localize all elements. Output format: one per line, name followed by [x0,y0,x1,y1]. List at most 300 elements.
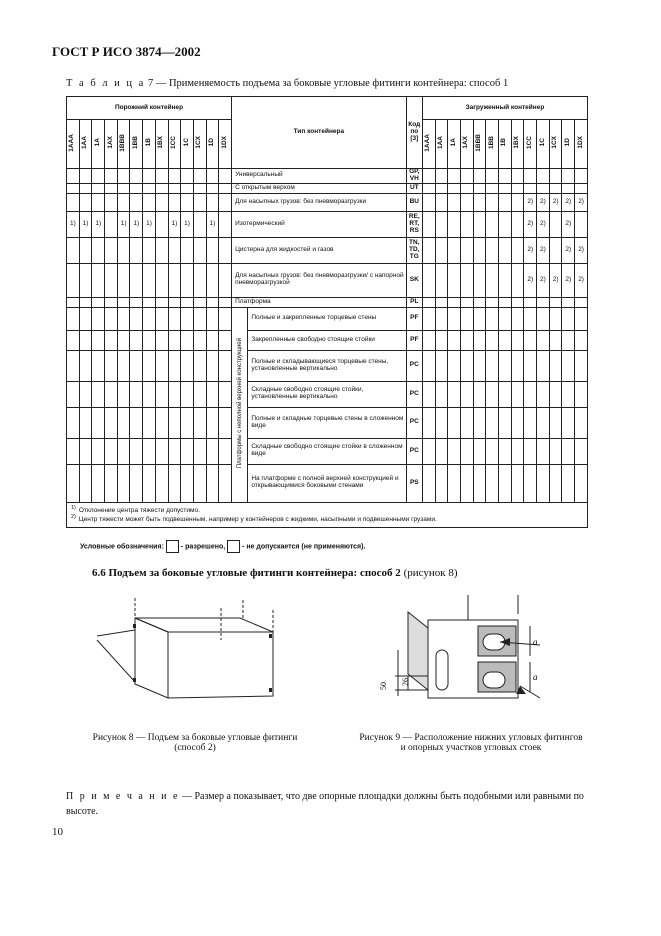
legend [80,540,365,553]
loaded-cell [460,193,473,211]
loaded-cell: 2) [562,263,575,297]
empty-cell [168,263,181,297]
empty-cell [143,350,156,381]
empty-cell [117,381,130,407]
empty-cell [219,263,232,297]
empty-cell [92,297,105,307]
empty-cell [79,464,92,502]
section-ref: (рисунок 8) [403,567,458,579]
empty-col-header: 1A [92,120,105,169]
empty-cell [79,297,92,307]
row-desc: Закрепленные свободно стоящие стойки [248,330,406,350]
loaded-cell [435,350,448,381]
empty-col-header: 1B [143,120,156,169]
empty-cell [181,307,194,330]
loaded-cell [460,183,473,193]
fig9-dim-a-bottom: a [533,672,538,682]
figure-9-drawing [380,590,580,720]
loaded-col-header: 1CC [524,120,537,169]
empty-cell [181,464,194,502]
loaded-cell [460,307,473,330]
loaded-cell [549,211,562,237]
loaded-cell [499,407,512,438]
loaded-cell [499,307,512,330]
empty-col-header: 1BX [155,120,168,169]
loaded-cell [499,464,512,502]
table-row [67,407,588,438]
loaded-cell [473,183,486,193]
row-desc: С открытым верхом [232,183,407,193]
empty-cell [143,438,156,464]
empty-cell [92,438,105,464]
loaded-cell [562,350,575,381]
loaded-cell [537,330,550,350]
loaded-cell [524,464,537,502]
empty-cell [79,183,92,193]
loaded-cell [422,211,435,237]
loaded-cell [549,407,562,438]
loaded-cell [537,297,550,307]
empty-cell [79,330,92,350]
empty-cell [143,297,156,307]
empty-cell [67,193,80,211]
empty-cell [193,438,206,464]
fig9-dim-26: 26 [401,678,410,686]
loaded-cell [575,464,588,502]
table-caption [66,78,508,89]
loaded-cell [435,330,448,350]
loaded-col-header: 1B [499,120,512,169]
empty-cell [79,193,92,211]
empty-cell [143,381,156,407]
loaded-cell [575,438,588,464]
empty-container-header: Порожний контейнер [67,97,232,120]
empty-cell [219,438,232,464]
type-header: Тип контейнера [232,97,407,169]
empty-cell: 1) [67,211,80,237]
empty-cell [143,169,156,184]
empty-cell [155,330,168,350]
empty-col-header: 1AX [105,120,118,169]
empty-cell: 1) [117,211,130,237]
loaded-cell [435,438,448,464]
empty-cell [181,193,194,211]
empty-cell [193,330,206,350]
empty-cell [181,438,194,464]
empty-cell [67,330,80,350]
empty-cell [105,350,118,381]
loaded-cell [448,350,461,381]
empty-cell [117,350,130,381]
empty-cell [206,350,219,381]
empty-cell [67,350,80,381]
empty-cell [181,297,194,307]
loaded-cell [422,464,435,502]
note-text: — Размер a показывает, что две опорные площадки должны быть подобными или равными по высоте. [66,791,584,817]
loaded-cell [473,193,486,211]
loaded-cell [524,307,537,330]
loaded-cell [448,407,461,438]
empty-cell [143,307,156,330]
empty-cell [219,464,232,502]
loaded-cell: 2) [537,237,550,263]
loaded-cell [575,381,588,407]
loaded-cell [562,183,575,193]
empty-cell [117,407,130,438]
loaded-col-header: 1C [537,120,550,169]
loaded-cell [486,263,499,297]
loaded-cell [422,263,435,297]
loaded-col-header: 1AA [435,120,448,169]
empty-cell [67,464,80,502]
empty-cell [92,350,105,381]
loaded-cell: 2) [537,211,550,237]
row-code: TN, TD, TG [406,237,422,263]
loaded-cell [549,438,562,464]
loaded-cell [511,438,524,464]
loaded-cell [422,330,435,350]
loaded-cell [486,381,499,407]
empty-cell [130,381,143,407]
loaded-cell [562,169,575,184]
loaded-cell: 2) [549,193,562,211]
row-code: UT [406,183,422,193]
loaded-cell [499,297,512,307]
loaded-cell [575,211,588,237]
table-row [67,350,588,381]
loaded-container-header: Загруженный контейнер [422,97,587,120]
loaded-cell [537,350,550,381]
loaded-cell [435,407,448,438]
code-header: Код по [3] [406,97,422,169]
row-desc: Полные и складные торцевые стены в сложенном виде [248,407,406,438]
row-desc: Складные свободно стоящие стойки, установленные вертикально [248,381,406,407]
empty-cell [219,330,232,350]
empty-cell [181,407,194,438]
loaded-col-header: 1AX [460,120,473,169]
loaded-cell [562,407,575,438]
empty-cell [92,330,105,350]
empty-cell [130,407,143,438]
empty-cell [117,263,130,297]
table-row [67,381,588,407]
loaded-cell [473,169,486,184]
empty-cell: 1) [130,211,143,237]
empty-cell [117,297,130,307]
empty-cell [168,183,181,193]
loaded-cell [537,381,550,407]
empty-cell [206,193,219,211]
loaded-cell [460,169,473,184]
loaded-cell [435,263,448,297]
row-desc: Складные свободно стоящие стойки в сложенном виде [248,438,406,464]
table-row [67,297,588,307]
empty-cell [155,297,168,307]
loaded-cell [460,297,473,307]
table-row [67,307,588,330]
loaded-cell [549,183,562,193]
loaded-cell [524,330,537,350]
footnote: $^{2)}$ Центр тяжести может быть подвешенным, например у контейнеров с жидкими, насыпными и подвешенными грузами. [71,513,437,523]
empty-cell [92,307,105,330]
loaded-cell [473,438,486,464]
loaded-cell [575,183,588,193]
loaded-cell [486,350,499,381]
table-caption-text: 7 — Применяемость подъема за боковые угловые фитинги контейнера: способ 1 [147,78,509,89]
empty-cell [117,193,130,211]
page-number: 10 [52,826,63,838]
empty-cell [79,350,92,381]
loaded-cell [422,350,435,381]
loaded-cell [473,464,486,502]
empty-cell [67,307,80,330]
empty-cell [206,407,219,438]
loaded-cell [499,183,512,193]
empty-cell [143,407,156,438]
loaded-cell [473,381,486,407]
footnote: $^{1)}$ Отклонение центра тяжести допустимо. [71,504,200,514]
empty-col-header: 1CX [193,120,206,169]
note-label: П р и м е ч а н и е [66,791,180,802]
empty-cell [193,350,206,381]
table-row [67,438,588,464]
legend-not-permitted: - не допускается (не применяются). [242,543,366,551]
empty-col-header: 1BB [130,120,143,169]
loaded-cell [537,183,550,193]
loaded-cell [537,307,550,330]
empty-col-header: 1AA [79,120,92,169]
empty-cell: 1) [168,211,181,237]
empty-cell [181,263,194,297]
empty-cell [168,330,181,350]
loaded-cell [486,464,499,502]
empty-cell [67,297,80,307]
loaded-col-header: 1D [562,120,575,169]
loaded-cell [486,169,499,184]
empty-cell [168,350,181,381]
loaded-cell [537,169,550,184]
loaded-cell [575,169,588,184]
empty-cell [155,211,168,237]
empty-cell [67,381,80,407]
empty-cell [143,237,156,263]
empty-cell [168,438,181,464]
empty-cell: 1) [181,211,194,237]
loaded-cell [460,237,473,263]
table-row [67,263,588,297]
loaded-cell [448,381,461,407]
loaded-cell: 2) [575,263,588,297]
loaded-cell [435,169,448,184]
loaded-cell [422,407,435,438]
row-desc: Для насыпных грузов: без пневморазгрузки/ с напорной пневморазгрузкой [232,263,407,297]
loaded-cell [562,330,575,350]
loaded-cell [575,407,588,438]
loaded-cell [460,407,473,438]
empty-cell [67,263,80,297]
loaded-cell [562,464,575,502]
empty-cell [67,237,80,263]
loaded-cell [499,381,512,407]
loaded-cell [524,407,537,438]
loaded-cell [448,297,461,307]
loaded-cell [435,193,448,211]
loaded-cell [537,407,550,438]
loaded-cell [511,193,524,211]
table-row [67,211,588,237]
loaded-cell [549,350,562,381]
empty-cell [130,297,143,307]
row-code: PC [406,438,422,464]
empty-cell [168,381,181,407]
empty-cell [105,330,118,350]
empty-cell [193,183,206,193]
side-group-label: Платформы с неполной верхней конструкцией [232,307,248,502]
legend-prefix: Условные обозначения: [80,543,164,551]
loaded-cell [562,438,575,464]
loaded-cell [549,381,562,407]
empty-cell [155,307,168,330]
loaded-cell [524,169,537,184]
empty-cell [117,183,130,193]
empty-cell [79,407,92,438]
loaded-cell [549,307,562,330]
legend-permitted: - разрешено, [180,543,226,551]
loaded-cell [537,438,550,464]
loaded-cell [422,237,435,263]
loaded-col-header: 1A [448,120,461,169]
empty-cell [193,381,206,407]
empty-cell [143,330,156,350]
empty-cell [105,297,118,307]
empty-cell [117,169,130,184]
empty-cell [155,193,168,211]
table-row [67,330,588,350]
empty-cell [155,464,168,502]
loaded-cell [473,263,486,297]
empty-cell [92,193,105,211]
loaded-cell [575,297,588,307]
loaded-cell: 2) [524,237,537,263]
row-code: PS [406,464,422,502]
loaded-cell [575,350,588,381]
row-code: PC [406,407,422,438]
loaded-cell [435,464,448,502]
loaded-cell [575,330,588,350]
loaded-cell [448,169,461,184]
loaded-cell [562,297,575,307]
empty-cell [143,263,156,297]
loaded-cell [448,183,461,193]
figure-9-caption: Рисунок 9 — Расположение нижних угловых фитингов и опорных участков угловых стоек [359,733,583,753]
empty-cell [155,438,168,464]
empty-col-header: 1DX [219,120,232,169]
loaded-cell [448,263,461,297]
empty-cell [130,464,143,502]
empty-cell [67,407,80,438]
loaded-cell [473,350,486,381]
loaded-cell [473,237,486,263]
empty-cell [155,350,168,381]
loaded-cell [524,438,537,464]
loaded-cell [511,183,524,193]
loaded-cell [562,307,575,330]
loaded-cell [524,183,537,193]
empty-cell [219,350,232,381]
not-permitted-box-icon [227,540,240,553]
loaded-cell [435,211,448,237]
table-footnotes [67,502,588,527]
loaded-cell [486,237,499,263]
loaded-col-header: 1BX [511,120,524,169]
loaded-cell [511,263,524,297]
loaded-cell [460,211,473,237]
loaded-cell [486,407,499,438]
loaded-cell [422,193,435,211]
loaded-cell [549,169,562,184]
loaded-cell [422,438,435,464]
row-desc: На платформе с полной верхней конструкцией и открывающимися боковыми стенами [248,464,406,502]
loaded-cell [486,438,499,464]
empty-cell [168,407,181,438]
loaded-cell [499,169,512,184]
section-title: 6.6 Подъем за боковые угловые фитинги контейнера: способ 2 [92,567,401,579]
empty-cell [79,438,92,464]
empty-col-header: 1AAA [67,120,80,169]
empty-cell [130,237,143,263]
loaded-cell [549,297,562,307]
empty-cell [79,263,92,297]
empty-cell [130,263,143,297]
empty-cell [105,263,118,297]
empty-cell [67,169,80,184]
empty-cell [92,263,105,297]
empty-cell [105,193,118,211]
loaded-cell [486,330,499,350]
loaded-cell [499,211,512,237]
empty-cell [105,237,118,263]
loaded-cell [511,464,524,502]
loaded-cell [435,183,448,193]
empty-cell [206,169,219,184]
empty-cell [79,381,92,407]
loaded-cell [524,350,537,381]
empty-cell [105,169,118,184]
loaded-cell: 2) [575,193,588,211]
empty-cell [105,438,118,464]
empty-cell [219,381,232,407]
empty-cell [193,297,206,307]
empty-cell [130,307,143,330]
loaded-cell [473,297,486,307]
empty-cell [168,464,181,502]
empty-col-header: 1D [206,120,219,169]
empty-cell [155,263,168,297]
loaded-cell [422,183,435,193]
empty-cell [130,438,143,464]
loaded-cell [511,381,524,407]
loaded-cell: 2) [562,193,575,211]
loaded-cell [448,237,461,263]
empty-cell [193,263,206,297]
empty-cell [92,407,105,438]
loaded-cell [499,438,512,464]
empty-cell [117,330,130,350]
loaded-col-header: 1DX [575,120,588,169]
empty-cell [193,407,206,438]
loaded-cell [473,330,486,350]
loaded-col-header: 1CX [549,120,562,169]
